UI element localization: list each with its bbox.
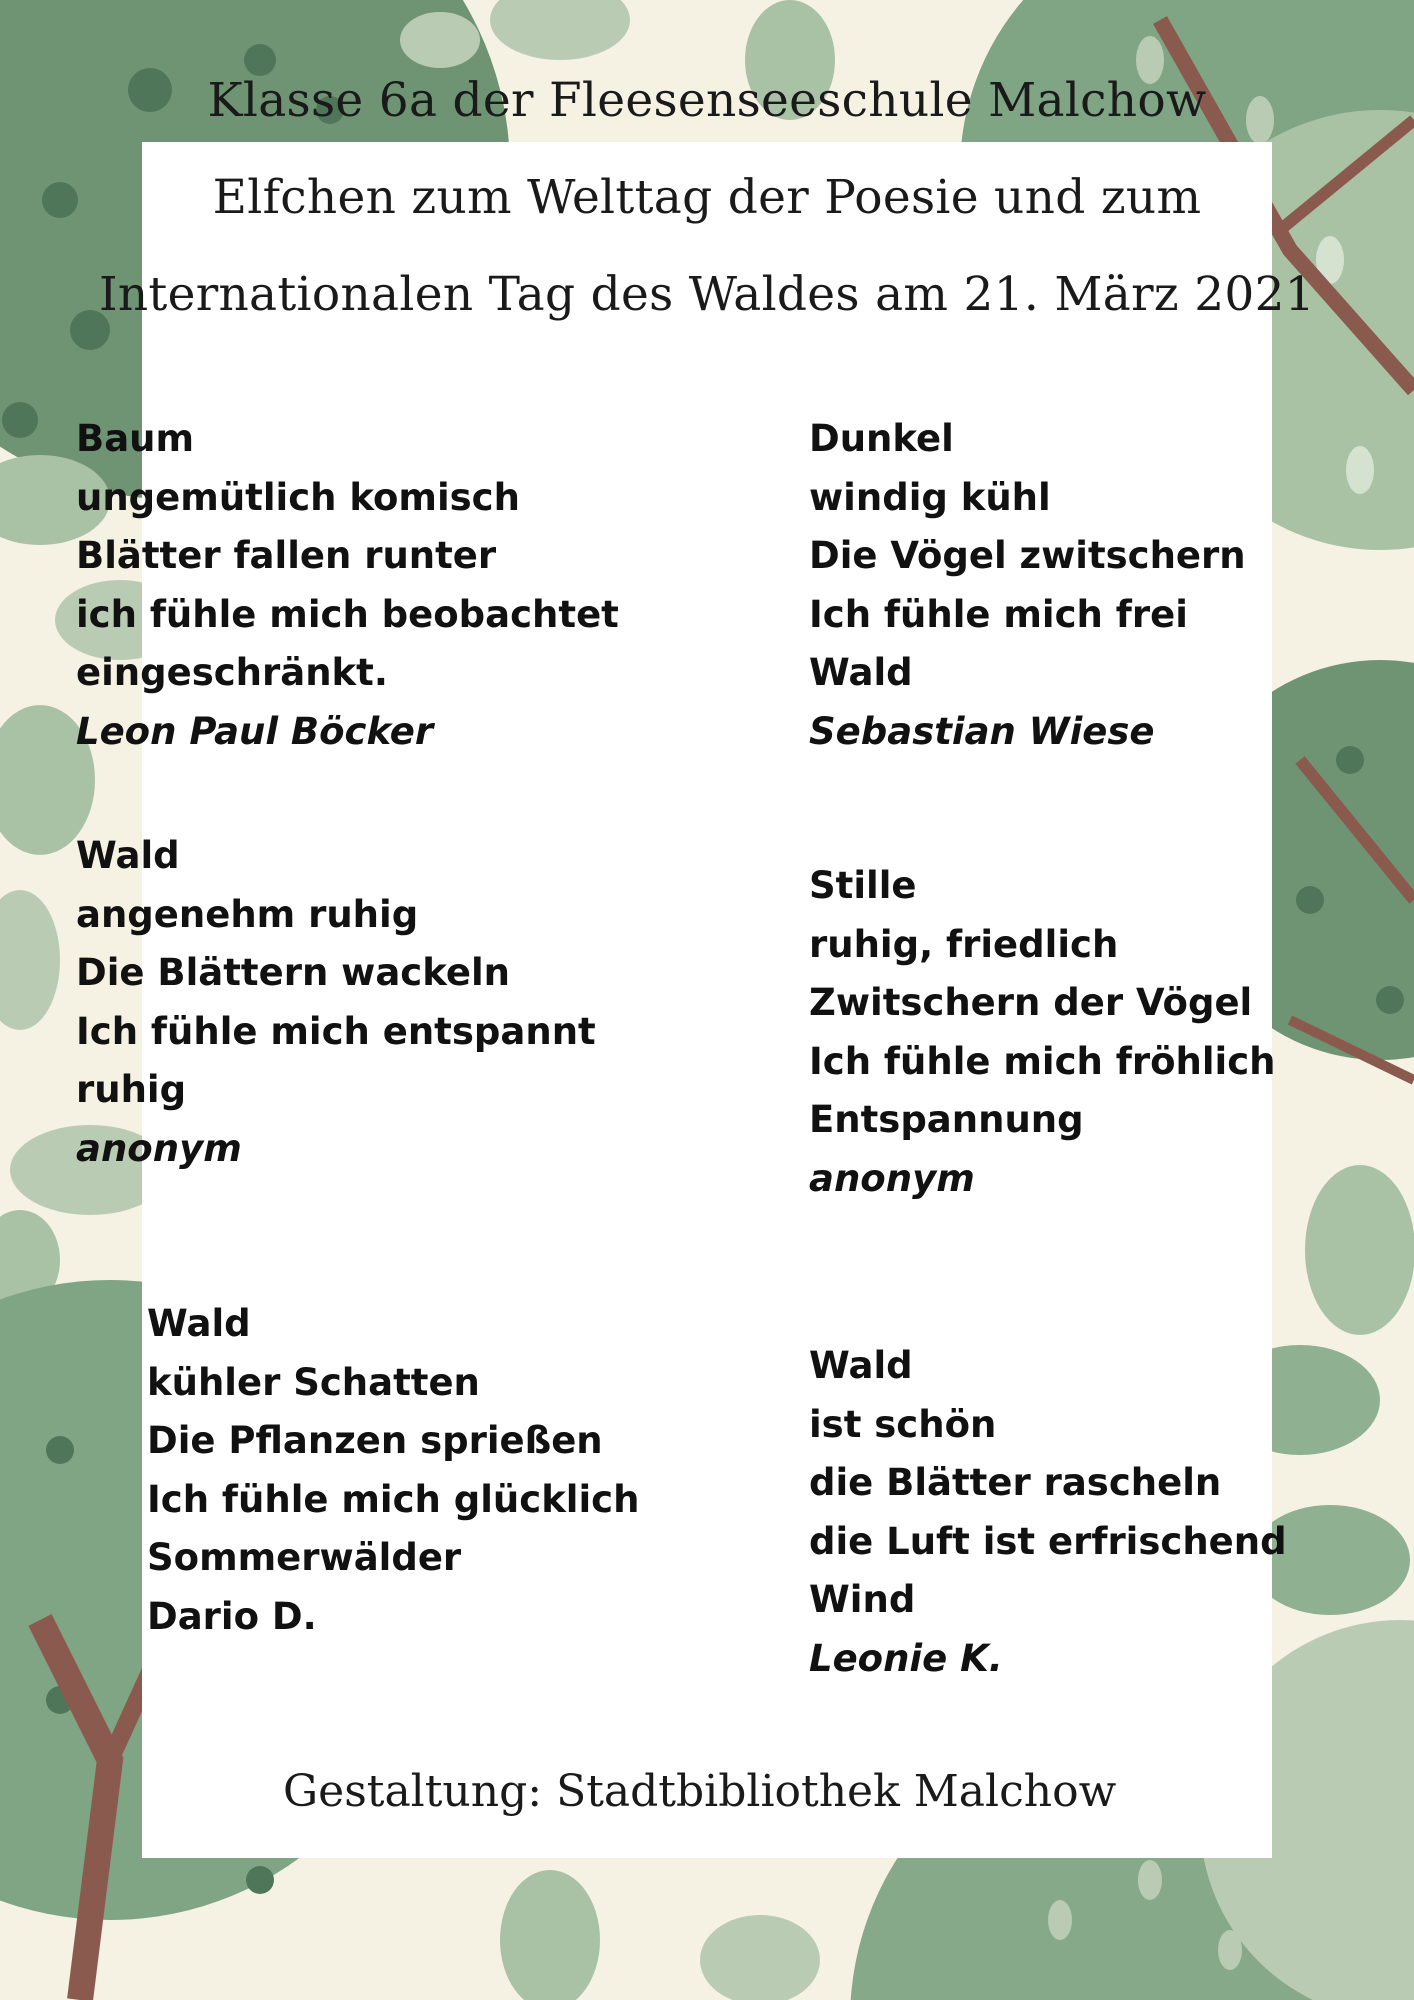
poem-line: Sommerwälder <box>147 1536 462 1580</box>
poem-line: Wald <box>76 834 180 877</box>
poem-line: Wald <box>809 1344 913 1387</box>
poem-2 <box>809 410 1246 762</box>
poem-line: windig kühl <box>809 475 1051 519</box>
header-line-2: Elfchen zum Welttag der Poesie und zum <box>212 170 1202 225</box>
poem-line: Ich fühle mich entspannt <box>76 1009 596 1053</box>
page-header <box>0 52 1414 343</box>
poem-line: ich fühle mich beobachtet <box>76 592 619 636</box>
poem-author: Leonie K. <box>809 1636 1003 1680</box>
poem-line: Die Blättern wackeln <box>76 951 510 995</box>
poem-author: Leon Paul Böcker <box>76 709 434 753</box>
poem-line: Die Vögel zwitschern <box>809 534 1246 578</box>
poem-author: Dario D. <box>147 1594 317 1638</box>
header-line-1: Klasse 6a der Fleesenseeschule Malchow <box>207 73 1207 128</box>
poem-line: Zwitschern der Vögel <box>809 981 1253 1025</box>
poem-line: ungemütlich komisch <box>76 475 520 519</box>
poem-line: Wind <box>809 1578 916 1622</box>
design-credit: Gestaltung: Stadtbibliothek Malchow <box>283 1766 1117 1817</box>
poem-line: Ich fühle mich glücklich <box>147 1477 640 1521</box>
poem-line: Stille <box>809 864 917 907</box>
poem-author: anonym <box>809 1156 975 1200</box>
poem-line: ruhig, friedlich <box>809 922 1119 966</box>
poem-4 <box>809 857 1276 1209</box>
poem-line: Wald <box>809 651 913 695</box>
poem-3 <box>76 827 596 1179</box>
poem-line: Blätter fallen runter <box>76 534 497 578</box>
poem-1 <box>76 410 619 762</box>
poem-line: angenehm ruhig <box>76 892 419 936</box>
poem-line: die Luft ist erfrischend <box>809 1519 1287 1563</box>
poem-line: Ich fühle mich fröhlich <box>809 1039 1276 1083</box>
poem-line: Die Pflanzen sprießen <box>147 1419 603 1463</box>
poem-line: eingeschränkt. <box>76 651 388 695</box>
poem-author: anonym <box>76 1126 242 1170</box>
poem-line: kühler Schatten <box>147 1360 480 1404</box>
poem-6 <box>809 1337 1287 1689</box>
poem-line: Dunkel <box>809 417 954 460</box>
poem-line: Ich fühle mich frei <box>809 592 1188 636</box>
poem-line: Entspannung <box>809 1098 1084 1142</box>
poem-author: Sebastian Wiese <box>809 709 1155 753</box>
poem-line: ruhig <box>76 1068 187 1112</box>
poem-line: Wald <box>147 1302 251 1345</box>
header-line-3: Internationalen Tag des Waldes am 21. März 2021 <box>98 267 1316 322</box>
poem-line: die Blätter rascheln <box>809 1461 1222 1505</box>
poem-line: ist schön <box>809 1402 997 1446</box>
poem-5 <box>147 1295 639 1647</box>
poem-line: Baum <box>76 417 195 460</box>
